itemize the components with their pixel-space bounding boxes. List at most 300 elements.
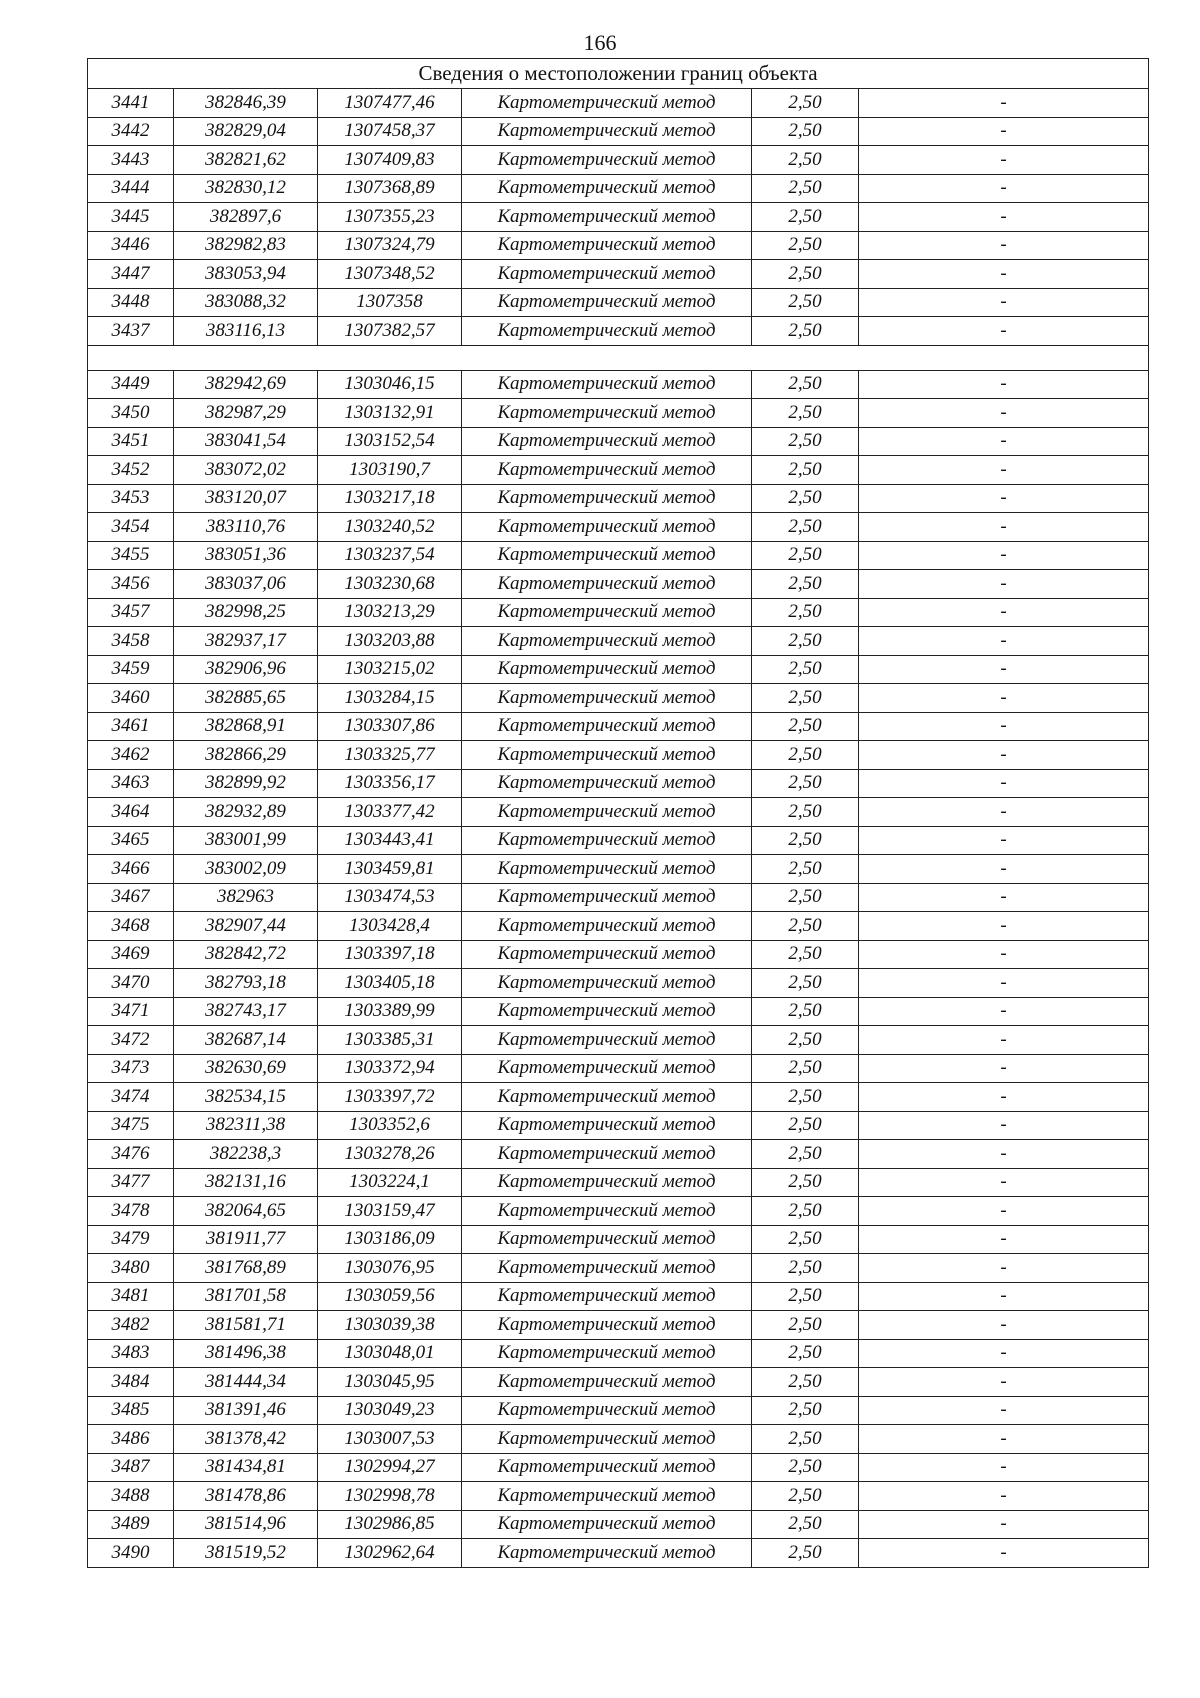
table-row bbox=[88, 769, 1149, 798]
y-coordinate-cell: 1303190,7 bbox=[318, 456, 462, 485]
method-cell: Картометрический метод bbox=[462, 940, 752, 969]
x-coordinate-cell: 381378,42 bbox=[174, 1425, 318, 1454]
point-number-cell: 3480 bbox=[88, 1254, 174, 1283]
x-coordinate-cell: 382238,3 bbox=[174, 1140, 318, 1169]
accuracy-cell: 2,50 bbox=[752, 627, 859, 656]
point-number-cell: 3471 bbox=[88, 997, 174, 1026]
description-cell: - bbox=[859, 712, 1149, 741]
x-coordinate-cell: 382987,29 bbox=[174, 399, 318, 428]
y-coordinate-cell: 1303356,17 bbox=[318, 769, 462, 798]
table-row bbox=[88, 1539, 1149, 1568]
point-number-cell: 3482 bbox=[88, 1311, 174, 1340]
x-coordinate-cell: 381519,52 bbox=[174, 1539, 318, 1568]
y-coordinate-cell: 1303007,53 bbox=[318, 1425, 462, 1454]
description-cell: - bbox=[859, 1197, 1149, 1226]
table-row bbox=[88, 1168, 1149, 1197]
table-row bbox=[88, 174, 1149, 203]
x-coordinate-cell: 382937,17 bbox=[174, 627, 318, 656]
description-cell: - bbox=[859, 1539, 1149, 1568]
method-cell: Картометрический метод bbox=[462, 769, 752, 798]
y-coordinate-cell: 1303372,94 bbox=[318, 1054, 462, 1083]
accuracy-cell: 2,50 bbox=[752, 940, 859, 969]
point-number-cell: 3463 bbox=[88, 769, 174, 798]
accuracy-cell: 2,50 bbox=[752, 1083, 859, 1112]
description-cell: - bbox=[859, 1054, 1149, 1083]
table-row bbox=[88, 570, 1149, 599]
method-cell: Картометрический метод bbox=[462, 855, 752, 884]
accuracy-cell: 2,50 bbox=[752, 1453, 859, 1482]
table-row bbox=[88, 1140, 1149, 1169]
accuracy-cell: 2,50 bbox=[752, 969, 859, 998]
accuracy-cell: 2,50 bbox=[752, 1168, 859, 1197]
method-cell: Картометрический метод bbox=[462, 1197, 752, 1226]
description-cell: - bbox=[859, 1510, 1149, 1539]
method-cell: Картометрический метод bbox=[462, 912, 752, 941]
accuracy-cell: 2,50 bbox=[752, 370, 859, 399]
method-cell: Картометрический метод bbox=[462, 1368, 752, 1397]
description-cell: - bbox=[859, 288, 1149, 317]
table-row bbox=[88, 117, 1149, 146]
point-number-cell: 3455 bbox=[88, 541, 174, 570]
accuracy-cell: 2,50 bbox=[752, 826, 859, 855]
description-cell: - bbox=[859, 317, 1149, 346]
x-coordinate-cell: 383110,76 bbox=[174, 513, 318, 542]
point-number-cell: 3465 bbox=[88, 826, 174, 855]
y-coordinate-cell: 1303284,15 bbox=[318, 684, 462, 713]
point-number-cell: 3453 bbox=[88, 484, 174, 513]
point-number-cell: 3446 bbox=[88, 231, 174, 260]
table-row bbox=[88, 317, 1149, 346]
x-coordinate-cell: 382830,12 bbox=[174, 174, 318, 203]
x-coordinate-cell: 382982,83 bbox=[174, 231, 318, 260]
x-coordinate-cell: 382821,62 bbox=[174, 146, 318, 175]
accuracy-cell: 2,50 bbox=[752, 1054, 859, 1083]
y-coordinate-cell: 1303224,1 bbox=[318, 1168, 462, 1197]
table-row bbox=[88, 146, 1149, 175]
description-cell: - bbox=[859, 769, 1149, 798]
table-row bbox=[88, 969, 1149, 998]
point-number-cell: 3472 bbox=[88, 1026, 174, 1055]
y-coordinate-cell: 1303230,68 bbox=[318, 570, 462, 599]
accuracy-cell: 2,50 bbox=[752, 317, 859, 346]
table-row bbox=[88, 997, 1149, 1026]
y-coordinate-cell: 1303397,72 bbox=[318, 1083, 462, 1112]
method-cell: Картометрический метод bbox=[462, 1254, 752, 1283]
y-coordinate-cell: 1303159,47 bbox=[318, 1197, 462, 1226]
description-cell: - bbox=[859, 1026, 1149, 1055]
table-row bbox=[88, 456, 1149, 485]
x-coordinate-cell: 382899,92 bbox=[174, 769, 318, 798]
accuracy-cell: 2,50 bbox=[752, 798, 859, 827]
table-title: Сведения о местоположении границ объекта bbox=[88, 59, 1149, 89]
description-cell: - bbox=[859, 741, 1149, 770]
accuracy-cell: 2,50 bbox=[752, 513, 859, 542]
table-row bbox=[88, 203, 1149, 232]
table-row bbox=[88, 1311, 1149, 1340]
y-coordinate-cell: 1303428,4 bbox=[318, 912, 462, 941]
method-cell: Картометрический метод bbox=[462, 655, 752, 684]
x-coordinate-cell: 383051,36 bbox=[174, 541, 318, 570]
y-coordinate-cell: 1303045,95 bbox=[318, 1368, 462, 1397]
x-coordinate-cell: 382534,15 bbox=[174, 1083, 318, 1112]
accuracy-cell: 2,50 bbox=[752, 1510, 859, 1539]
accuracy-cell: 2,50 bbox=[752, 89, 859, 118]
table-row bbox=[88, 288, 1149, 317]
description-cell: - bbox=[859, 203, 1149, 232]
point-number-cell: 3459 bbox=[88, 655, 174, 684]
description-cell: - bbox=[859, 231, 1149, 260]
method-cell: Картометрический метод bbox=[462, 1396, 752, 1425]
method-cell: Картометрический метод bbox=[462, 627, 752, 656]
accuracy-cell: 2,50 bbox=[752, 1425, 859, 1454]
y-coordinate-cell: 1307368,89 bbox=[318, 174, 462, 203]
point-number-cell: 3466 bbox=[88, 855, 174, 884]
boundary-coordinates-table bbox=[87, 58, 1149, 1568]
x-coordinate-cell: 383053,94 bbox=[174, 260, 318, 289]
method-cell: Картометрический метод bbox=[462, 997, 752, 1026]
table-row bbox=[88, 1425, 1149, 1454]
y-coordinate-cell: 1303385,31 bbox=[318, 1026, 462, 1055]
table-row bbox=[88, 513, 1149, 542]
y-coordinate-cell: 1302994,27 bbox=[318, 1453, 462, 1482]
point-number-cell: 3477 bbox=[88, 1168, 174, 1197]
y-coordinate-cell: 1307458,37 bbox=[318, 117, 462, 146]
table-row bbox=[88, 1225, 1149, 1254]
table-row bbox=[88, 541, 1149, 570]
table-row bbox=[88, 1111, 1149, 1140]
accuracy-cell: 2,50 bbox=[752, 655, 859, 684]
x-coordinate-cell: 382793,18 bbox=[174, 969, 318, 998]
accuracy-cell: 2,50 bbox=[752, 146, 859, 175]
description-cell: - bbox=[859, 260, 1149, 289]
x-coordinate-cell: 381768,89 bbox=[174, 1254, 318, 1283]
method-cell: Картометрический метод bbox=[462, 456, 752, 485]
x-coordinate-cell: 383120,07 bbox=[174, 484, 318, 513]
y-coordinate-cell: 1303046,15 bbox=[318, 370, 462, 399]
method-cell: Картометрический метод bbox=[462, 826, 752, 855]
point-number-cell: 3450 bbox=[88, 399, 174, 428]
accuracy-cell: 2,50 bbox=[752, 912, 859, 941]
x-coordinate-cell: 382866,29 bbox=[174, 741, 318, 770]
x-coordinate-cell: 383088,32 bbox=[174, 288, 318, 317]
table-row bbox=[88, 484, 1149, 513]
y-coordinate-cell: 1303443,41 bbox=[318, 826, 462, 855]
method-cell: Картометрический метод bbox=[462, 484, 752, 513]
table-row bbox=[88, 1282, 1149, 1311]
table-row bbox=[88, 1026, 1149, 1055]
accuracy-cell: 2,50 bbox=[752, 1311, 859, 1340]
description-cell: - bbox=[859, 684, 1149, 713]
point-number-cell: 3473 bbox=[88, 1054, 174, 1083]
description-cell: - bbox=[859, 174, 1149, 203]
method-cell: Картометрический метод bbox=[462, 399, 752, 428]
x-coordinate-cell: 383041,54 bbox=[174, 427, 318, 456]
table-row bbox=[88, 260, 1149, 289]
y-coordinate-cell: 1302962,64 bbox=[318, 1539, 462, 1568]
y-coordinate-cell: 1303039,38 bbox=[318, 1311, 462, 1340]
table-row bbox=[88, 627, 1149, 656]
accuracy-cell: 2,50 bbox=[752, 1225, 859, 1254]
accuracy-cell: 2,50 bbox=[752, 174, 859, 203]
table-row bbox=[88, 399, 1149, 428]
point-number-cell: 3478 bbox=[88, 1197, 174, 1226]
x-coordinate-cell: 381911,77 bbox=[174, 1225, 318, 1254]
description-cell: - bbox=[859, 146, 1149, 175]
point-number-cell: 3490 bbox=[88, 1539, 174, 1568]
y-coordinate-cell: 1303217,18 bbox=[318, 484, 462, 513]
point-number-cell: 3474 bbox=[88, 1083, 174, 1112]
accuracy-cell: 2,50 bbox=[752, 484, 859, 513]
description-cell: - bbox=[859, 1083, 1149, 1112]
description-cell: - bbox=[859, 541, 1149, 570]
y-coordinate-cell: 1302986,85 bbox=[318, 1510, 462, 1539]
accuracy-cell: 2,50 bbox=[752, 1111, 859, 1140]
y-coordinate-cell: 1303152,54 bbox=[318, 427, 462, 456]
description-cell: - bbox=[859, 1482, 1149, 1511]
method-cell: Картометрический метод bbox=[462, 1311, 752, 1340]
description-cell: - bbox=[859, 1311, 1149, 1340]
description-cell: - bbox=[859, 826, 1149, 855]
accuracy-cell: 2,50 bbox=[752, 1140, 859, 1169]
description-cell: - bbox=[859, 1282, 1149, 1311]
method-cell: Картометрический метод bbox=[462, 231, 752, 260]
accuracy-cell: 2,50 bbox=[752, 117, 859, 146]
point-number-cell: 3454 bbox=[88, 513, 174, 542]
group-separator-row bbox=[88, 345, 1149, 370]
point-number-cell: 3444 bbox=[88, 174, 174, 203]
x-coordinate-cell: 382687,14 bbox=[174, 1026, 318, 1055]
y-coordinate-cell: 1307324,79 bbox=[318, 231, 462, 260]
y-coordinate-cell: 1303213,29 bbox=[318, 598, 462, 627]
table-body bbox=[88, 59, 1149, 1568]
description-cell: - bbox=[859, 1425, 1149, 1454]
method-cell: Картометрический метод bbox=[462, 1453, 752, 1482]
point-number-cell: 3442 bbox=[88, 117, 174, 146]
x-coordinate-cell: 383037,06 bbox=[174, 570, 318, 599]
x-coordinate-cell: 382829,04 bbox=[174, 117, 318, 146]
x-coordinate-cell: 382868,91 bbox=[174, 712, 318, 741]
point-number-cell: 3468 bbox=[88, 912, 174, 941]
x-coordinate-cell: 382907,44 bbox=[174, 912, 318, 941]
y-coordinate-cell: 1303405,18 bbox=[318, 969, 462, 998]
point-number-cell: 3441 bbox=[88, 89, 174, 118]
point-number-cell: 3457 bbox=[88, 598, 174, 627]
x-coordinate-cell: 382846,39 bbox=[174, 89, 318, 118]
table-row bbox=[88, 741, 1149, 770]
group-separator-cell bbox=[88, 345, 1149, 370]
accuracy-cell: 2,50 bbox=[752, 231, 859, 260]
point-number-cell: 3447 bbox=[88, 260, 174, 289]
table-row bbox=[88, 1510, 1149, 1539]
method-cell: Картометрический метод bbox=[462, 1339, 752, 1368]
accuracy-cell: 2,50 bbox=[752, 427, 859, 456]
y-coordinate-cell: 1303459,81 bbox=[318, 855, 462, 884]
method-cell: Картометрический метод bbox=[462, 1054, 752, 1083]
method-cell: Картометрический метод bbox=[462, 370, 752, 399]
point-number-cell: 3479 bbox=[88, 1225, 174, 1254]
point-number-cell: 3451 bbox=[88, 427, 174, 456]
table-row bbox=[88, 684, 1149, 713]
accuracy-cell: 2,50 bbox=[752, 260, 859, 289]
point-number-cell: 3488 bbox=[88, 1482, 174, 1511]
x-coordinate-cell: 383001,99 bbox=[174, 826, 318, 855]
accuracy-cell: 2,50 bbox=[752, 1026, 859, 1055]
method-cell: Картометрический метод bbox=[462, 1168, 752, 1197]
table-row bbox=[88, 1254, 1149, 1283]
method-cell: Картометрический метод bbox=[462, 203, 752, 232]
point-number-cell: 3484 bbox=[88, 1368, 174, 1397]
method-cell: Картометрический метод bbox=[462, 146, 752, 175]
x-coordinate-cell: 383002,09 bbox=[174, 855, 318, 884]
description-cell: - bbox=[859, 940, 1149, 969]
table-row bbox=[88, 940, 1149, 969]
y-coordinate-cell: 1303307,86 bbox=[318, 712, 462, 741]
method-cell: Картометрический метод bbox=[462, 1425, 752, 1454]
description-cell: - bbox=[859, 969, 1149, 998]
table-row bbox=[88, 1083, 1149, 1112]
description-cell: - bbox=[859, 997, 1149, 1026]
accuracy-cell: 2,50 bbox=[752, 684, 859, 713]
y-coordinate-cell: 1307358 bbox=[318, 288, 462, 317]
y-coordinate-cell: 1303076,95 bbox=[318, 1254, 462, 1283]
accuracy-cell: 2,50 bbox=[752, 1396, 859, 1425]
y-coordinate-cell: 1303049,23 bbox=[318, 1396, 462, 1425]
description-cell: - bbox=[859, 883, 1149, 912]
y-coordinate-cell: 1303474,53 bbox=[318, 883, 462, 912]
x-coordinate-cell: 382131,16 bbox=[174, 1168, 318, 1197]
point-number-cell: 3485 bbox=[88, 1396, 174, 1425]
description-cell: - bbox=[859, 1225, 1149, 1254]
point-number-cell: 3437 bbox=[88, 317, 174, 346]
method-cell: Картометрический метод bbox=[462, 1026, 752, 1055]
table-row bbox=[88, 1482, 1149, 1511]
description-cell: - bbox=[859, 1453, 1149, 1482]
point-number-cell: 3487 bbox=[88, 1453, 174, 1482]
x-coordinate-cell: 382932,89 bbox=[174, 798, 318, 827]
x-coordinate-cell: 382963 bbox=[174, 883, 318, 912]
y-coordinate-cell: 1303278,26 bbox=[318, 1140, 462, 1169]
x-coordinate-cell: 382897,6 bbox=[174, 203, 318, 232]
method-cell: Картометрический метод bbox=[462, 513, 752, 542]
description-cell: - bbox=[859, 598, 1149, 627]
y-coordinate-cell: 1307382,57 bbox=[318, 317, 462, 346]
y-coordinate-cell: 1303377,42 bbox=[318, 798, 462, 827]
table-row bbox=[88, 798, 1149, 827]
method-cell: Картометрический метод bbox=[462, 798, 752, 827]
point-number-cell: 3469 bbox=[88, 940, 174, 969]
point-number-cell: 3462 bbox=[88, 741, 174, 770]
method-cell: Картометрический метод bbox=[462, 174, 752, 203]
table-row bbox=[88, 1054, 1149, 1083]
table-row bbox=[88, 826, 1149, 855]
x-coordinate-cell: 381496,38 bbox=[174, 1339, 318, 1368]
y-coordinate-cell: 1303240,52 bbox=[318, 513, 462, 542]
table-row bbox=[88, 883, 1149, 912]
x-coordinate-cell: 382842,72 bbox=[174, 940, 318, 969]
table-row bbox=[88, 1197, 1149, 1226]
accuracy-cell: 2,50 bbox=[752, 769, 859, 798]
point-number-cell: 3449 bbox=[88, 370, 174, 399]
method-cell: Картометрический метод bbox=[462, 684, 752, 713]
description-cell: - bbox=[859, 513, 1149, 542]
table-row bbox=[88, 1396, 1149, 1425]
point-number-cell: 3483 bbox=[88, 1339, 174, 1368]
method-cell: Картометрический метод bbox=[462, 1083, 752, 1112]
point-number-cell: 3448 bbox=[88, 288, 174, 317]
accuracy-cell: 2,50 bbox=[752, 883, 859, 912]
table-row bbox=[88, 231, 1149, 260]
accuracy-cell: 2,50 bbox=[752, 1539, 859, 1568]
description-cell: - bbox=[859, 912, 1149, 941]
description-cell: - bbox=[859, 798, 1149, 827]
y-coordinate-cell: 1302998,78 bbox=[318, 1482, 462, 1511]
y-coordinate-cell: 1303389,99 bbox=[318, 997, 462, 1026]
description-cell: - bbox=[859, 1339, 1149, 1368]
accuracy-cell: 2,50 bbox=[752, 997, 859, 1026]
description-cell: - bbox=[859, 427, 1149, 456]
method-cell: Картометрический метод bbox=[462, 1482, 752, 1511]
table-row bbox=[88, 598, 1149, 627]
point-number-cell: 3489 bbox=[88, 1510, 174, 1539]
y-coordinate-cell: 1303325,77 bbox=[318, 741, 462, 770]
method-cell: Картометрический метод bbox=[462, 1539, 752, 1568]
accuracy-cell: 2,50 bbox=[752, 541, 859, 570]
description-cell: - bbox=[859, 1140, 1149, 1169]
point-number-cell: 3456 bbox=[88, 570, 174, 599]
accuracy-cell: 2,50 bbox=[752, 456, 859, 485]
x-coordinate-cell: 383072,02 bbox=[174, 456, 318, 485]
accuracy-cell: 2,50 bbox=[752, 1197, 859, 1226]
method-cell: Картометрический метод bbox=[462, 427, 752, 456]
x-coordinate-cell: 381434,81 bbox=[174, 1453, 318, 1482]
y-coordinate-cell: 1303132,91 bbox=[318, 399, 462, 428]
accuracy-cell: 2,50 bbox=[752, 1368, 859, 1397]
x-coordinate-cell: 381391,46 bbox=[174, 1396, 318, 1425]
description-cell: - bbox=[859, 1111, 1149, 1140]
method-cell: Картометрический метод bbox=[462, 260, 752, 289]
x-coordinate-cell: 383116,13 bbox=[174, 317, 318, 346]
description-cell: - bbox=[859, 655, 1149, 684]
description-cell: - bbox=[859, 1254, 1149, 1283]
description-cell: - bbox=[859, 855, 1149, 884]
accuracy-cell: 2,50 bbox=[752, 1254, 859, 1283]
table-row bbox=[88, 370, 1149, 399]
y-coordinate-cell: 1307409,83 bbox=[318, 146, 462, 175]
method-cell: Картометрический метод bbox=[462, 288, 752, 317]
description-cell: - bbox=[859, 399, 1149, 428]
accuracy-cell: 2,50 bbox=[752, 855, 859, 884]
point-number-cell: 3460 bbox=[88, 684, 174, 713]
x-coordinate-cell: 382906,96 bbox=[174, 655, 318, 684]
method-cell: Картометрический метод bbox=[462, 883, 752, 912]
point-number-cell: 3486 bbox=[88, 1425, 174, 1454]
y-coordinate-cell: 1303059,56 bbox=[318, 1282, 462, 1311]
y-coordinate-cell: 1303203,88 bbox=[318, 627, 462, 656]
x-coordinate-cell: 382942,69 bbox=[174, 370, 318, 399]
description-cell: - bbox=[859, 456, 1149, 485]
point-number-cell: 3470 bbox=[88, 969, 174, 998]
x-coordinate-cell: 382743,17 bbox=[174, 997, 318, 1026]
method-cell: Картометрический метод bbox=[462, 317, 752, 346]
accuracy-cell: 2,50 bbox=[752, 1339, 859, 1368]
method-cell: Картометрический метод bbox=[462, 1282, 752, 1311]
x-coordinate-cell: 381444,34 bbox=[174, 1368, 318, 1397]
y-coordinate-cell: 1303352,6 bbox=[318, 1111, 462, 1140]
table-row bbox=[88, 912, 1149, 941]
table-title-row bbox=[88, 59, 1149, 89]
point-number-cell: 3475 bbox=[88, 1111, 174, 1140]
x-coordinate-cell: 381478,86 bbox=[174, 1482, 318, 1511]
